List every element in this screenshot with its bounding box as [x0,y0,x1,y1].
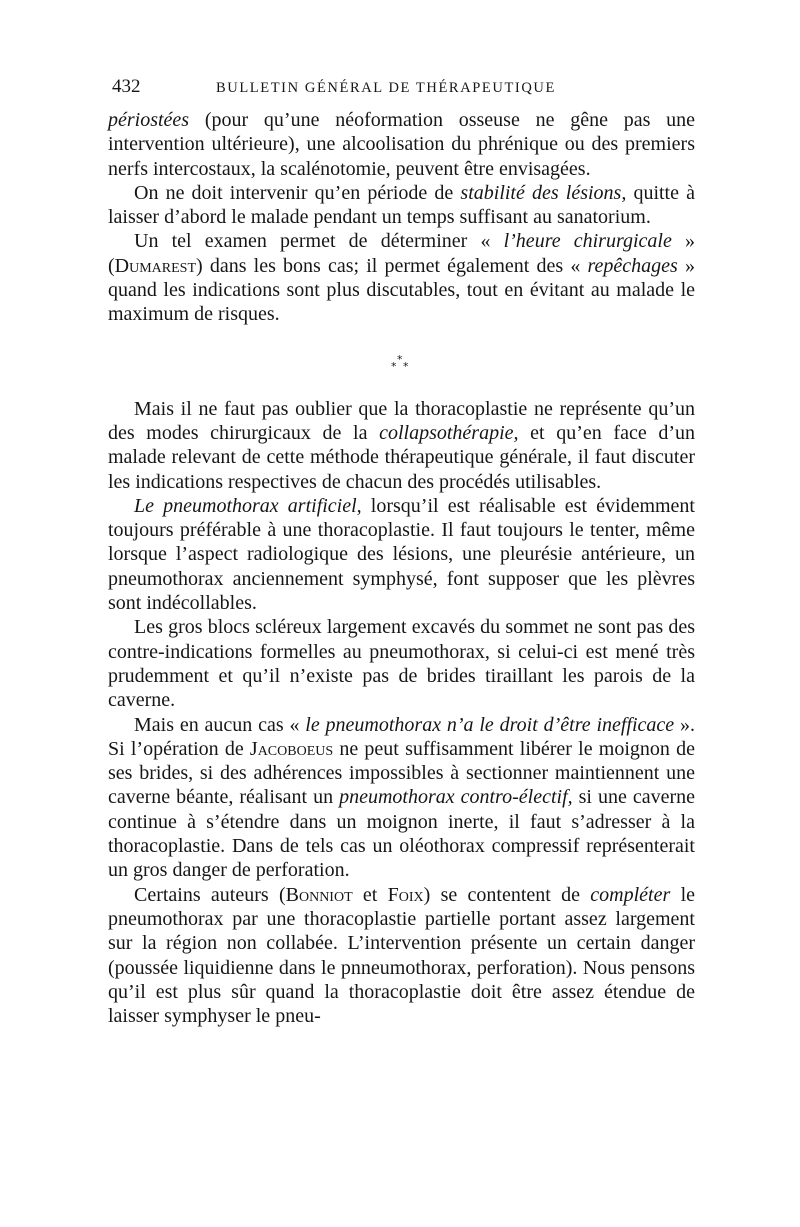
paragraph-8-text-b: et [352,883,388,906]
paragraph-7-text-a: Mais en aucun cas « [134,713,306,736]
paragraph-7-italic-a: le pneumothorax n’a le droit d’être inefficace [305,713,675,736]
page-header [108,76,695,104]
paragraph-8-text-a: Certains auteurs ( [134,883,286,906]
paragraph-8-text-c: ) se contentent de [423,883,591,906]
paragraph-7-text-c: ne peut suffisamment libérer le moignon de ses brides, si des adhérences impossibles à sectionner maintiennent une caverne béante, réalisant un [108,737,695,809]
paragraph-3-italic-a: l’heure chirurgicale [503,230,672,253]
paragraph-3-text-c: ) dans les bons cas; il permet également des « [196,254,588,277]
paragraph-7 [108,713,695,883]
author-name-foix: Foix [387,883,424,906]
paragraph-7-italic-b: pneumothorax contro-électif, [339,786,573,809]
paragraph-6-text: Les gros blocs scléreux largement excavés du sommet ne sont pas des contre-indications formelles au pneumothorax, si celui-ci est mené très prudemment et qu’il n’existe pas de brides tiraillant les parois de la caverne. [108,616,695,712]
paragraph-2-italic: stabilité des lésions, [460,181,627,204]
paragraph-3-text-b: » ( [108,230,696,277]
paragraph-8-text-d: le pneumothorax par une thoracoplastie partielle portant assez largement sur la région non collabée. L’intervention présente un certain danger (poussée liquidienne dans le pnneumothorax, perforation). Nous pensons qu’il est plus sûr quand la thoracoplastie doit être assez étendue de laisser symphyser le pneu- [108,883,695,1028]
paragraph-5 [108,494,695,615]
author-name-dumarest: Dumarest [114,254,197,277]
author-name-bonniot: Bonniot [285,883,353,906]
page-number: 432 [112,76,141,97]
paragraph-4 [108,397,695,494]
paragraph-2-text-b: quitte à laisser d’abord le malade pendant un temps suffisant au sanatorium. [108,181,695,229]
running-title: BULLETIN GÉNÉRAL DE THÉRAPEUTIQUE [216,80,556,96]
paragraph-2 [108,181,695,230]
paragraph-1-italic: périostées [108,109,190,131]
paragraph-5-text: lorsqu’il est réalisable est évidemment toujours préférable à une thoracoplastie. Il faut toujours le tenter, même lorsque l’aspect radiologique des lésions, une pleurésie antérieure, un pneumothorax anciennement symphysé, font supposer que les plèvres sont indécollables. [108,494,695,615]
asterism-star-right: * [403,359,409,373]
asterism-star-left: * [391,359,397,373]
paragraph-1 [108,108,695,181]
paragraph-5-italic: Le pneumothorax artificiel, [134,494,362,517]
asterism-star-top: * [397,352,403,366]
paragraph-3-text-a: Un tel examen permet de déterminer « [134,230,504,253]
author-name-jacoboeus: Jacoboeus [249,737,334,760]
page [108,76,695,1028]
paragraph-3-italic-b: repêchages [587,254,678,277]
asterism-divider [108,327,695,397]
paragraph-6 [108,615,695,712]
paragraph-3 [108,229,695,326]
paragraph-1-text: (pour qu’une néoformation osseuse ne gêne pas une intervention ultérieure), une alcoolisation du phrénique ou des premiers nerfs intercostaux, la scalénotomie, peuvent être envisagées. [108,109,695,180]
paragraph-4-text-b: et qu’en face d’un malade relevant de cette méthode thérapeutique générale, il faut discuter les indications respectives de chacun des procédés utilisables. [108,421,696,493]
paragraph-7-text-b: ». Si l’opération de [108,713,696,760]
paragraph-4-italic: collapsothérapie, [379,421,519,444]
paragraph-3-text-d: » quand les indications sont plus discutables, tout en évitant au malade le maximum de risques. [108,254,696,326]
paragraph-4-text-a: Mais il ne faut pas oublier que la thoracoplastie ne représente qu’un des modes chirurgicaux de la [108,397,695,444]
paragraph-7-text-d: si une caverne continue à s’étendre dans un moignon inerte, il faut s’adresser à la thoracoplastie. Dans de tels cas un oléothorax compressif représenterait un gros danger de perforation. [108,786,695,882]
paragraph-2-text-a: On ne doit intervenir qu’en période de [134,181,461,204]
paragraph-8 [108,883,695,1029]
paragraph-8-italic: compléter [590,883,671,906]
